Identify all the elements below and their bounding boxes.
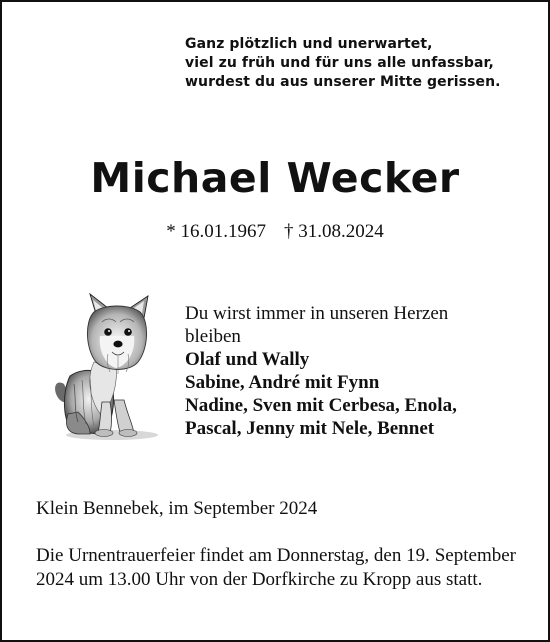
mourner-names: Sabine, André mit Fynn	[185, 372, 380, 393]
intro-verse	[185, 35, 515, 92]
funeral-notice: Die Urnentrauerfeier findet am Donnerstag, den 19. September 2024 um 13.00 Uhr von der Dorfkirche zu Kropp aus statt.	[36, 545, 516, 590]
message-line: bleiben	[185, 326, 241, 347]
intro-line: wurdest du aus unserer Mitte gerissen.	[185, 74, 501, 90]
mourner-names: Olaf und Wally	[185, 349, 310, 370]
intro-line: Ganz plötzlich und unerwartet,	[185, 36, 433, 52]
mourners-block	[185, 302, 525, 440]
yorkshire-terrier-drawing-icon	[50, 292, 168, 442]
life-dates	[2, 220, 548, 244]
deceased-name: Michael Wecker	[90, 154, 460, 202]
mourner-names: Nadine, Sven mit Cerbesa, Enola,	[185, 395, 457, 416]
birth-date: * 16.01.1967	[166, 221, 266, 242]
intro-line: viel zu früh und für uns alle unfassbar,	[185, 55, 494, 71]
mourner-names: Pascal, Jenny mit Nele, Bennet	[185, 418, 435, 439]
death-date: † 31.08.2024	[284, 221, 384, 242]
message-line: Du wirst immer in unseren Herzen	[185, 303, 449, 324]
place-and-date: Klein Bennebek, im September 2024	[36, 498, 318, 519]
